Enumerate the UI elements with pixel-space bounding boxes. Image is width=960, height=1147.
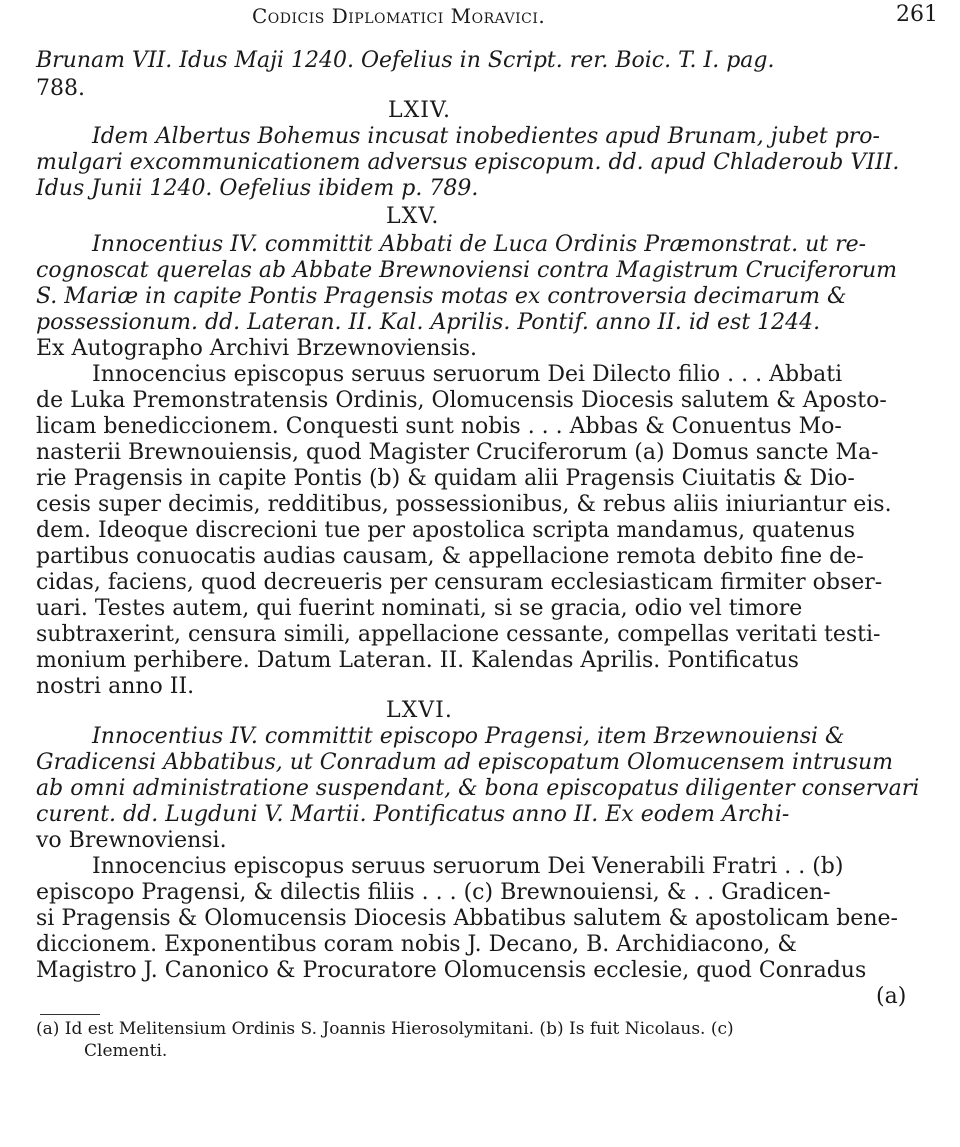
- footnote-rule: [40, 1014, 100, 1015]
- text-line: cesis super decimis, redditibus, possessionibus, & rebus aliis iniuriantur eis.: [36, 492, 892, 517]
- text-line: ab omni administratione suspendant, & bona episcopatus diligenter conservari: [36, 776, 920, 801]
- section-heading: LXV.: [386, 204, 440, 229]
- text-line: S. Mariæ in capite Pontis Pragensis motas ex controversia decimarum &: [36, 284, 847, 309]
- text-line: Idus Junii 1240. Oefelius ibidem p. 789.: [36, 176, 479, 201]
- text-line: Ex Autographo Archivi Brzewnoviensis.: [36, 336, 477, 361]
- text-line: de Luka Premonstratensis Ordinis, Olomucensis Diocesis salutem & Aposto-: [36, 388, 887, 413]
- text-line: Innocencius episcopus seruus seruorum Dei Dilecto filio . . . Abbati: [92, 362, 843, 387]
- text-line: dem. Ideoque discrecioni tue per apostolica scripta mandamus, quatenus: [36, 518, 855, 543]
- text-line: nostri anno II.: [36, 674, 195, 699]
- text-line: cidas, faciens, quod decreueris per censuram ecclesiasticam firmiter obser-: [36, 570, 883, 595]
- text-line: subtraxerint, censura simili, appellacione cessante, compellas veritati testi-: [36, 622, 881, 647]
- section-heading: LXVI.: [386, 698, 453, 723]
- text-line: monium perhibere. Datum Lateran. II. Kalendas Aprilis. Pontificatus: [36, 648, 799, 673]
- text-line: Magistro J. Canonico & Procuratore Olomucensis ecclesie, quod Conradus: [36, 958, 867, 983]
- text-line: diccionem. Exponentibus coram nobis J. Decano, B. Archidiacono, &: [36, 932, 797, 957]
- text-line: Innocentius IV. committit Abbati de Luca Ordinis Præmonstrat. ut re-: [92, 232, 867, 257]
- text-line: 788.: [36, 76, 85, 101]
- text-line: uari. Testes autem, qui fuerint nominati, si se gracia, odio vel timore: [36, 596, 803, 621]
- text-line: rie Pragensis in capite Pontis (b) & quidam alii Pragensis Ciuitatis & Dio-: [36, 466, 855, 491]
- text-line: licam benediccionem. Conquesti sunt nobis . . . Abbas & Conuentus Mo-: [36, 414, 842, 439]
- footnote-line: (a) Id est Melitensium Ordinis S. Joannis Hierosolymitani. (b) Is fuit Nicolaus. (c): [36, 1019, 734, 1039]
- text-line: possessionum. dd. Lateran. II. Kal. Aprilis. Pontif. anno II. id est 1244.: [36, 310, 821, 335]
- text-line: episcopo Pragensi, & dilectis filiis . . . (c) Brewnouiensi, & . . Gradicen-: [36, 880, 831, 905]
- text-line: cognoscat querelas ab Abbate Brewnoviensi contra Magistrum Cruciferorum: [36, 258, 897, 283]
- text-line: Gradicensi Abbatibus, ut Conradum ad episcopatum Olomucensem intrusum: [36, 750, 894, 775]
- page-number: 261: [896, 2, 938, 27]
- text-line: si Pragensis & Olomucensis Diocesis Abbatibus salutem & apostolicam bene-: [36, 906, 898, 931]
- section-heading: LXIV.: [388, 98, 451, 123]
- catchword: (a): [876, 984, 907, 1009]
- text-line: nasterii Brewnouiensis, quod Magister Cruciferorum (a) Domus sancte Ma-: [36, 440, 879, 465]
- running-title: Codicis Diplomatici Moravici.: [252, 4, 546, 28]
- text-line: vo Brewnoviensi.: [36, 828, 227, 853]
- text-line: Brunam VII. Idus Maji 1240. Oefelius in Script. rer. Boic. T. I. pag.: [36, 48, 775, 73]
- text-line: mulgari excommunicationem adversus episcopum. dd. apud Chladeroub VIII.: [36, 150, 900, 175]
- text-line: partibus conuocatis audias causam, & appellacione remota debito fine de-: [36, 544, 864, 569]
- footnote-line: Clementi.: [84, 1041, 168, 1061]
- text-line: Idem Albertus Bohemus incusat inobedientes apud Brunam, jubet pro-: [92, 124, 880, 149]
- text-line: curent. dd. Lugduni V. Martii. Pontificatus anno II. Ex eodem Archi-: [36, 802, 790, 827]
- text-line: Innocencius episcopus seruus seruorum Dei Venerabili Fratri . . (b): [92, 854, 844, 879]
- text-line: Innocentius IV. committit episcopo Pragensi, item Brzewnouiensi &: [92, 724, 845, 749]
